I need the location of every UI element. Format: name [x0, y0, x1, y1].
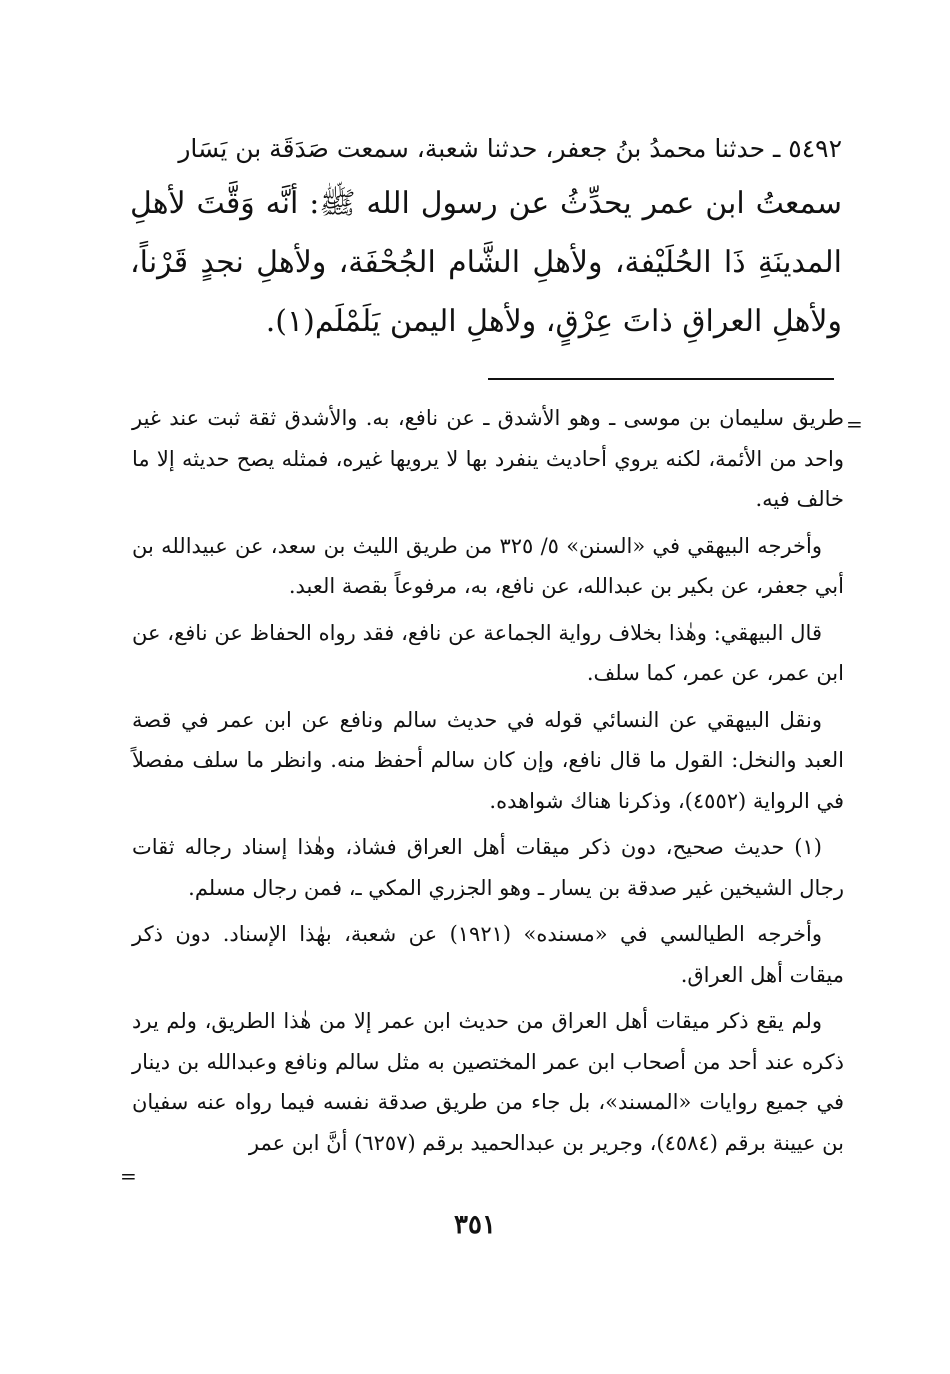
footnote-paragraph: قال البيهقي: وهٰذا بخلاف رواية الجماعة عن نافع، فقد رواه الحفاظ عن نافع، عن ابن عمر، عن عمر، كما سلف. — [132, 620, 844, 685]
hadith-header-line: ٥٤٩٢ ـ حدثنا محمدُ بنُ جعفر، حدثنا شعبة، سمعت صَدَقَة بن يَسَار — [178, 134, 842, 163]
footnote-number-1: (١) حديث صحيح، دون ذكر ميقات أهل العراق فشاذ، وهٰذا إسناد رجاله ثقات رجال الشيخين غير صدقة بن يسار ـ وهو الجزري المكي ـ، فمن رجال مسلم. — [132, 835, 844, 900]
hadith-body-text: سمعتُ ابن عمر يحدِّثُ عن رسول الله ﷺ: أنَّه وَقَّتَ لأهلِ المدينَةِ ذَا الحُلَيْفة، ولأهلِ الشَّام الجُحْفَة، ولأهلِ نجدٍ قَرْناً، ولأهلِ العراقِ ذاتَ عِرْقٍ، ولأهلِ اليمن يَلَمْلَم(١). — [130, 186, 842, 339]
footnote-paragraph: وأخرجه البيهقي في «السنن» ٥/ ٣٢٥ من طريق الليث بن سعد، عن عبيدالله بن أبي جعفر، عن بكير بن عبدالله، عن نافع، به، مرفوعاً بقصة العبد. — [132, 533, 844, 598]
footnote-paragraph: ولم يقع ذكر ميقات أهل العراق من حديث ابن عمر إلا من هٰذا الطريق، ولم يرد ذكره عند أحد من أصحاب ابن عمر المختصين به مثل سالم ونافع وعبدالله بن دينار في جميع روايات «المسند»، بل جاء من طريق صدقة نفسه فيما رواه عنه سفيان بن عيينة برقم (٤٥٨٤)، وجرير بن عبدالحميد برقم (٦٢٥٧) أنَّ ابن عمر — [132, 1009, 844, 1155]
footnotes-block — [132, 398, 844, 1169]
footnote-paragraph: وأخرجه الطيالسي في «مسنده» (١٩٢١) عن شعبة، بهٰذا الإسناد. دون ذكر ميقات أهل العراق. — [132, 922, 844, 987]
footnote-separator-rule — [488, 378, 834, 380]
footnote-paragraph: ونقل البيهقي عن النسائي قوله في حديث سالم ونافع عن ابن عمر في قصة العبد والنخل: القول ما قال نافع، وإن كان سالم أحفظ منه. وانظر ما سلف مفصلاً في الرواية (٤٥٥٢)، وذكرنا هناك شواهده. — [132, 707, 844, 813]
footnote-paragraph: طريق سليمان بن موسى ـ وهو الأشدق ـ عن نافع، به. والأشدق ثقة ثبت عند غير واحد من الأئمة، لكنه يروي أحاديث ينفرد بها لا يرويها غيره، فمثله يصح حديثه إلا ما خالف فيه. — [132, 406, 844, 511]
page-number: ٣٥١ — [454, 1210, 496, 1240]
footnote-continuation-start-mark: = — [846, 412, 863, 436]
hadith-text-block — [130, 128, 842, 351]
footnote-continuation-end-mark: = — [120, 1164, 137, 1188]
